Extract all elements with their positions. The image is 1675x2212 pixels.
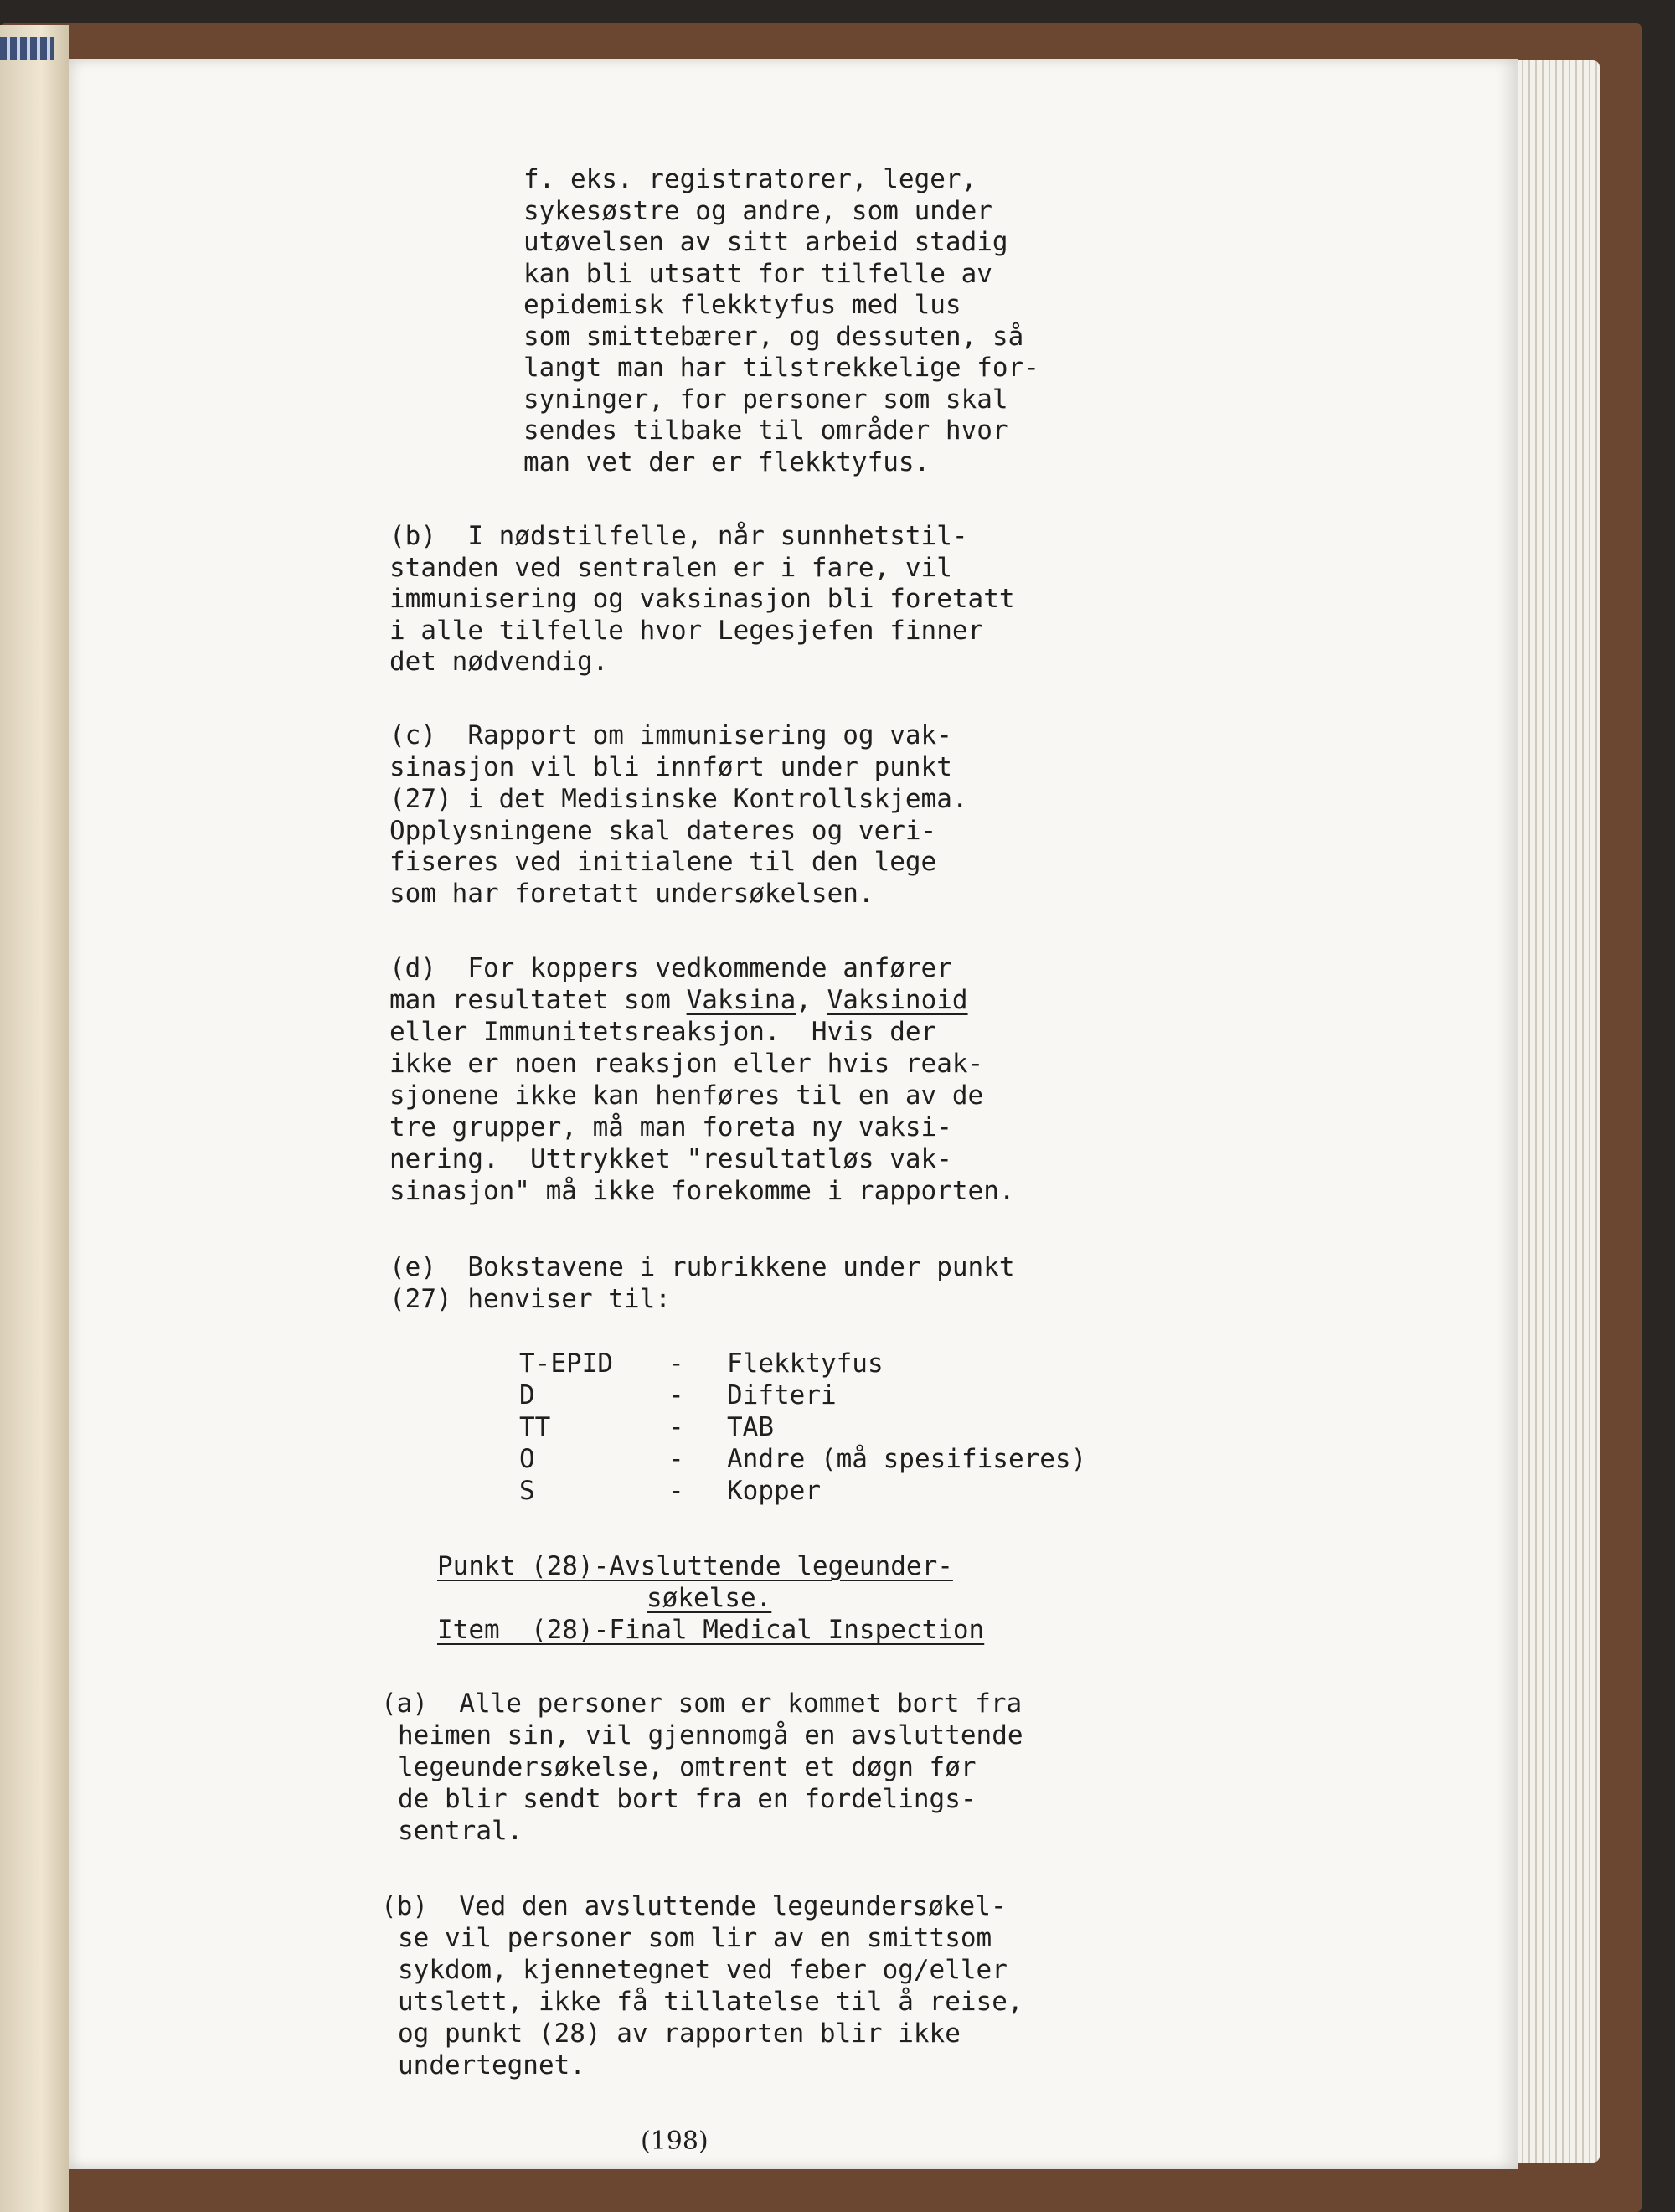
document-page [69,59,1518,2169]
text-line: tre grupper, må man foreta ny vaksi- [389,1112,952,1142]
code-meaning: Flekktyfus [727,1348,884,1379]
code-label: S [519,1476,535,1506]
section-heading-english: Item (28)-Final Medical Inspection [437,1615,985,1645]
page-number: (198) [641,2127,709,2156]
text-line: nering. Uttrykket "resultatløs vak- [389,1144,952,1174]
text-line: heimen sin, vil gjennomgå en avsluttende [398,1720,1023,1751]
code-dash: - [668,1380,684,1410]
spine-label [0,37,54,60]
text-line: kan bli utsatt for tilfelle av [523,259,992,289]
text-line: (d) For koppers vedkommende anfører [389,953,952,983]
text-line: sentral. [398,1816,523,1846]
text-line: standen ved sentralen er i fare, vil [389,553,952,583]
text-line: som smittebærer, og dessuten, så [523,322,1024,352]
text-line: sinasjon vil bli innført under punkt [389,752,952,782]
code-label: T-EPID [519,1348,613,1379]
text-line: utslett, ikke få tillatelse til å reise, [398,1987,1023,2017]
underlined-term: Vaksina [686,985,796,1015]
code-dash: - [668,1412,684,1442]
text-line: sinasjon" må ikke forekomme i rapporten. [389,1176,1015,1206]
text-line: undertegnet. [398,2050,585,2081]
code-dash: - [668,1476,684,1506]
code-dash: - [668,1348,684,1379]
code-label: TT [519,1412,551,1442]
text-line: f. eks. registratorer, leger, [523,164,977,194]
text-line: og punkt (28) av rapporten blir ikke [398,2019,961,2049]
page-edges [1503,60,1600,2163]
text-line: eller Immunitetsreaksjon. Hvis der [389,1017,937,1047]
text-span: man resultatet som [389,985,687,1015]
text-line: det nødvendig. [389,647,609,677]
text-line: sykdom, kjennetegnet ved feber og/eller [398,1955,1008,1985]
text-span: , [796,985,827,1015]
text-line: se vil personer som lir av en smittsom [398,1923,992,1953]
code-meaning: TAB [727,1412,774,1442]
text-line: (c) Rapport om immunisering og vak- [389,720,952,750]
code-label: D [519,1380,535,1410]
text-line: sendes tilbake til områder hvor [523,415,1008,446]
text-line: langt man har tilstrekkelige for- [523,353,1039,383]
code-meaning: Kopper [727,1476,821,1506]
text-line [389,985,968,1017]
code-meaning: Andre (må spesifiseres) [727,1444,1087,1474]
text-line: sykesøstre og andre, som under [523,196,992,226]
code-label: O [519,1444,535,1474]
text-line: (27) henviser til: [389,1284,671,1314]
text-line: utøvelsen av sitt arbeid stadig [523,227,1008,257]
text-line: immunisering og vaksinasjon bli foretatt [389,584,1015,614]
text-line: (e) Bokstavene i rubrikkene under punkt [389,1252,1015,1282]
text-line: Opplysningene skal dateres og veri- [389,816,937,846]
text-line: sjonene ikke kan henføres til en av de [389,1080,984,1111]
text-line: ikke er noen reaksjon eller hvis reak- [389,1049,984,1079]
text-line: (b) I nødstilfelle, når sunnhetstil- [389,521,968,551]
text-line: legeundersøkelse, omtrent et døgn før [398,1752,977,1782]
section-heading-norwegian: søkelse. [647,1583,772,1613]
text-line: epidemisk flekktyfus med lus [523,290,961,320]
book-spine [0,25,69,2212]
text-line: som har foretatt undersøkelsen. [389,879,874,909]
text-line: (a) Alle personer som er kommet bort fra [381,1689,1023,1719]
text-line: syninger, for personer som skal [523,384,1008,415]
text-line: de blir sendt bort fra en fordelings- [398,1784,977,1814]
page-content [69,59,1518,2169]
text-line: i alle tilfelle hvor Legesjefen finner [389,616,984,646]
code-meaning: Difteri [727,1380,837,1410]
section-heading-norwegian: Punkt (28)-Avsluttende legeunder- [437,1551,953,1581]
underlined-term: Vaksinoid [827,985,968,1015]
text-line: (b) Ved den avsluttende legeundersøkel- [381,1891,1007,1921]
text-line: (27) i det Medisinske Kontrollskjema. [389,784,968,814]
text-line: fiseres ved initialene til den lege [389,847,937,877]
text-line: man vet der er flekktyfus. [523,447,930,477]
code-dash: - [668,1444,684,1474]
